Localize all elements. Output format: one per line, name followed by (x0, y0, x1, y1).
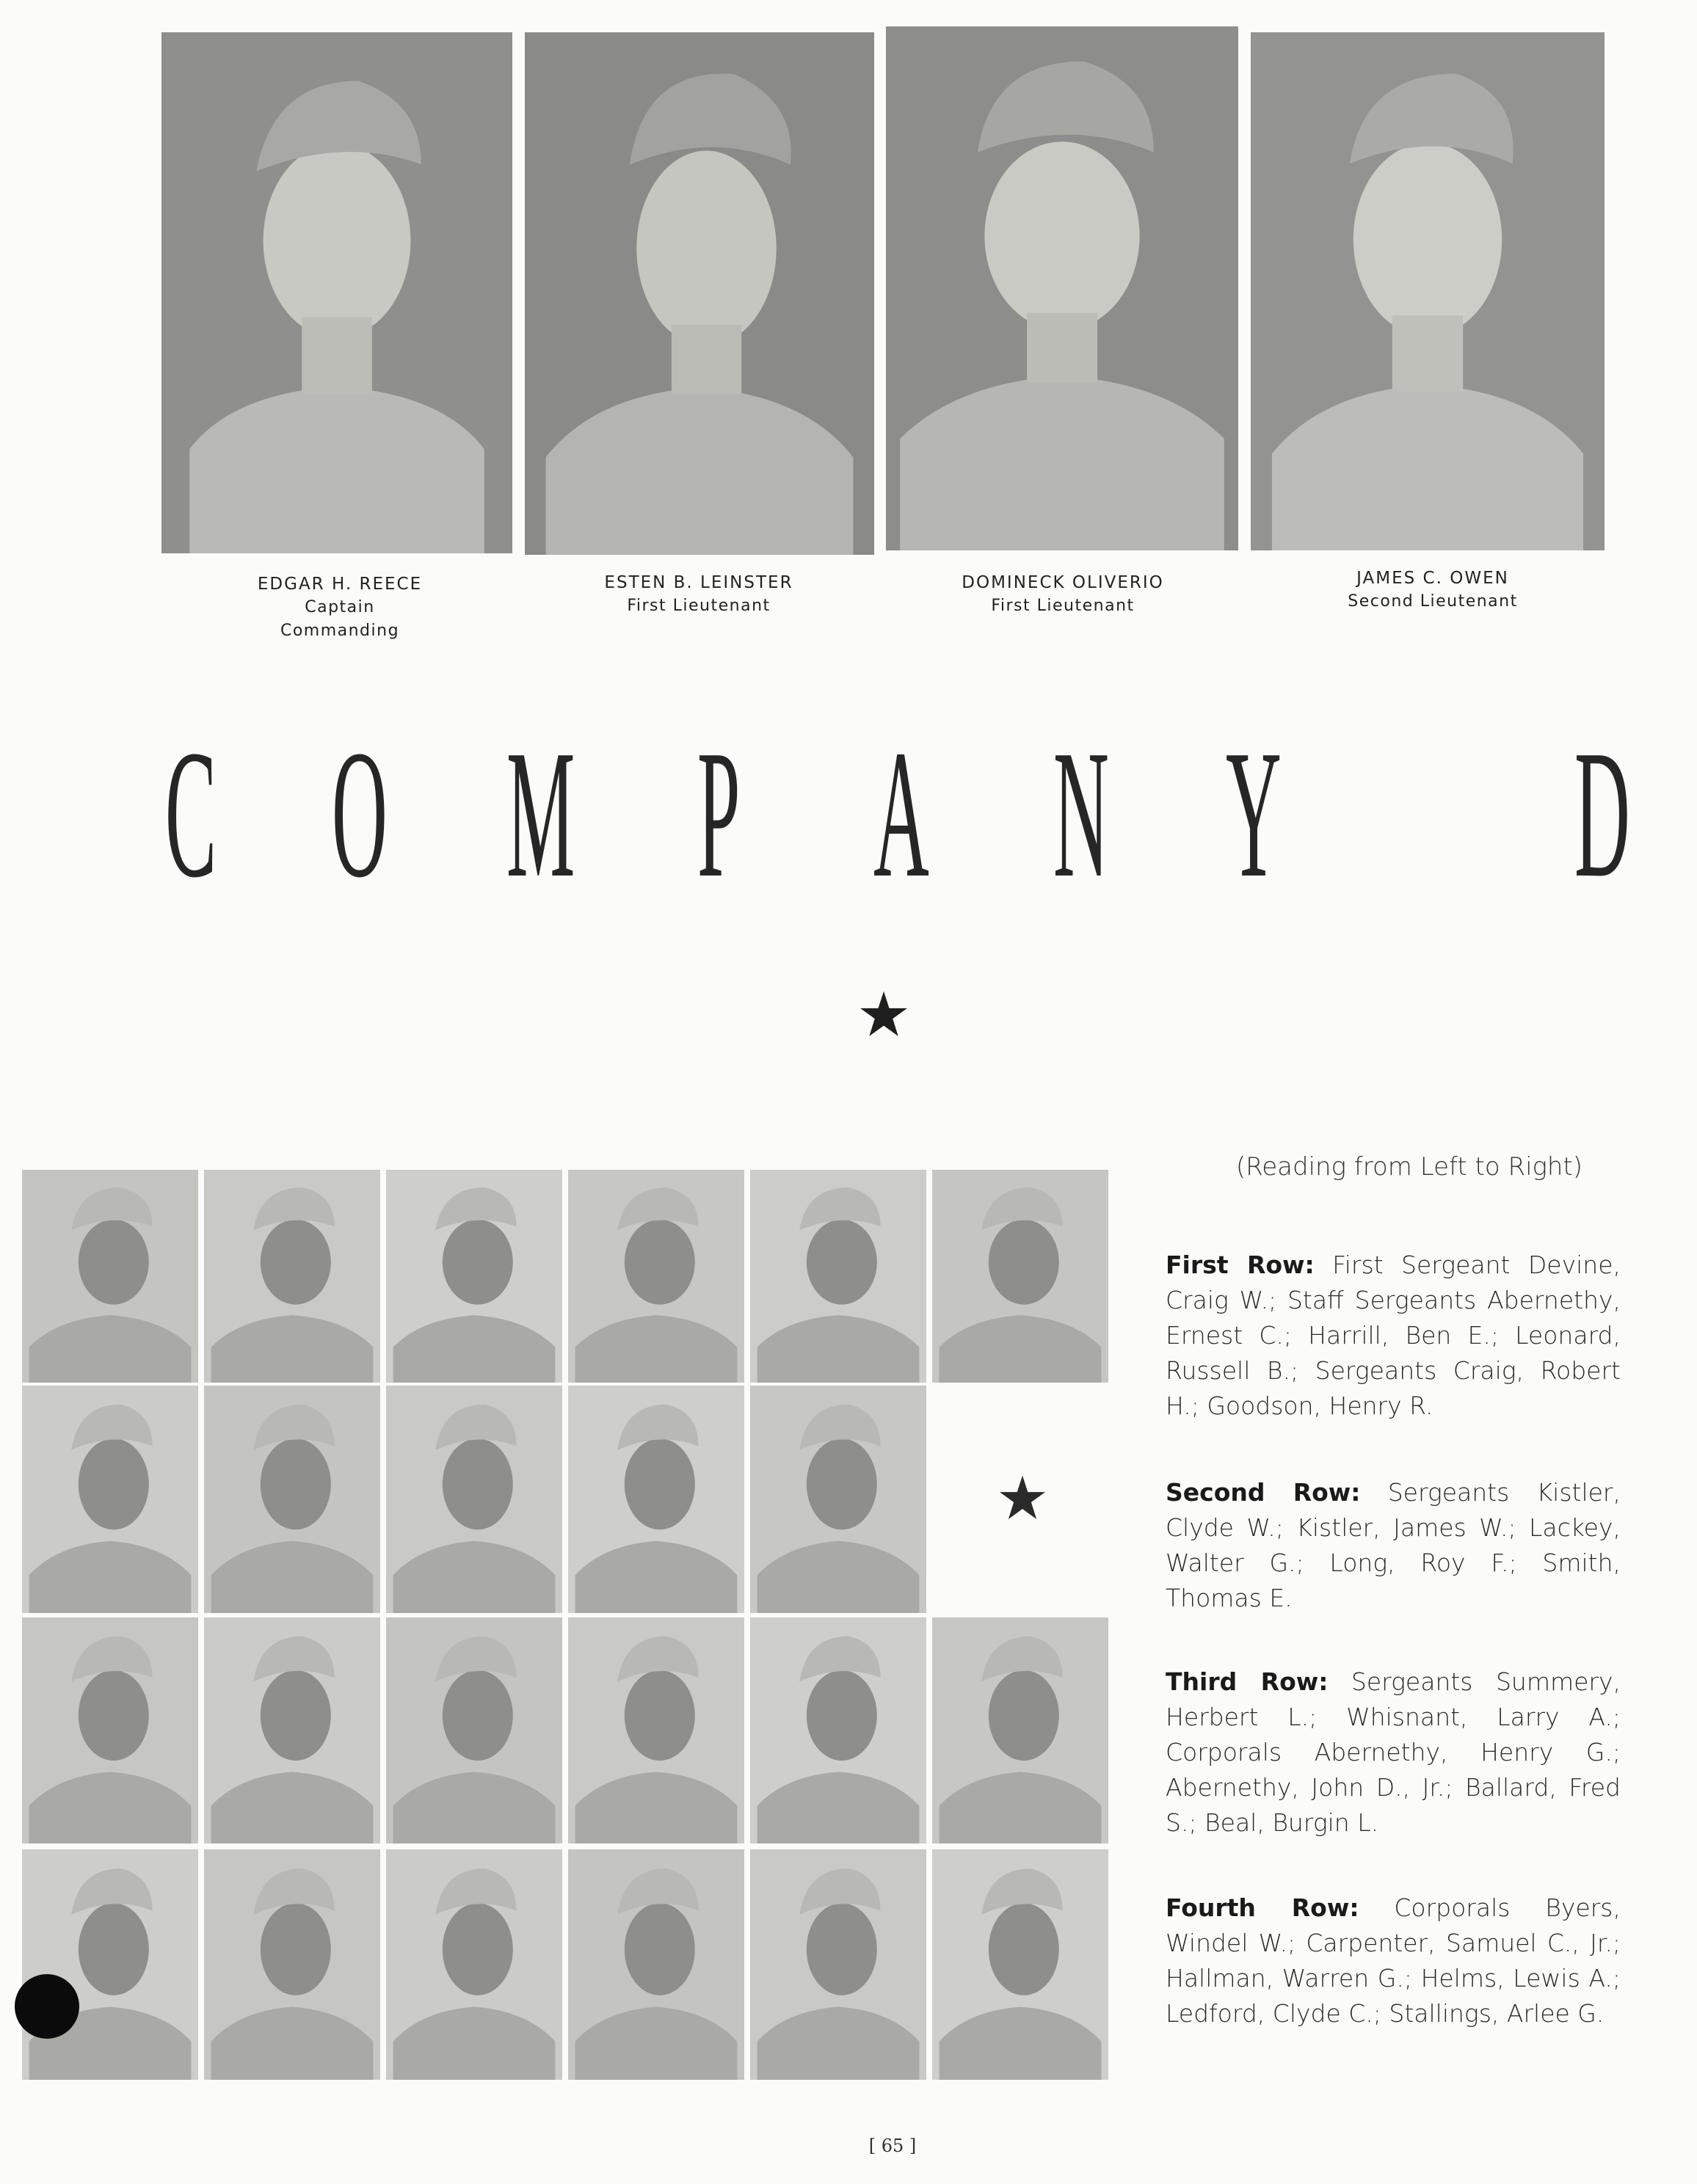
soldier-photo (568, 1170, 744, 1383)
soldier-photo (22, 1617, 198, 1843)
officer-photo-reece (161, 32, 512, 553)
officer-rank: First Lieutenant (627, 597, 771, 615)
portrait-image (386, 1170, 562, 1383)
portrait-image (525, 32, 874, 555)
soldier-photo (204, 1386, 380, 1613)
row-label: Fourth Row: (1166, 1893, 1359, 1922)
officer-name: EDGAR H. REECE (257, 575, 423, 594)
soldier-photo (22, 1170, 198, 1383)
portrait-image (22, 1617, 198, 1843)
soldier-photo (750, 1849, 926, 2080)
title-letter: Y (1226, 713, 1282, 916)
portrait-image (568, 1386, 744, 1613)
reading-note: (Reading from Left to Right) (1235, 1152, 1583, 1182)
soldier-photo (204, 1617, 380, 1843)
soldier-photo (750, 1386, 926, 1613)
officer-name: ESTEN B. LEINSTER (604, 573, 793, 592)
row-label: First Row: (1166, 1251, 1315, 1279)
officer-caption-owen (1257, 567, 1609, 614)
officer-rank: Second Lieutenant (1348, 592, 1518, 611)
portrait-image (750, 1386, 926, 1613)
soldier-photo (932, 1170, 1108, 1383)
title-letter: M (506, 713, 575, 916)
soldier-photo (386, 1617, 562, 1843)
portrait-image (568, 1617, 744, 1843)
soldier-photo (386, 1849, 562, 2080)
title-letter: C (165, 713, 217, 916)
officer-caption-leinster (523, 571, 875, 618)
portrait-image (386, 1849, 562, 2080)
officer-caption-reece (164, 572, 516, 643)
roster-caption-row-1 (1166, 1248, 1621, 1424)
portrait-image (1251, 32, 1605, 550)
title-letter: P (697, 713, 741, 916)
soldier-photo (932, 1849, 1108, 2080)
portrait-image (568, 1849, 744, 2080)
row-label: Second Row: (1166, 1478, 1361, 1507)
title-letter: A (873, 713, 929, 916)
soldier-photo (386, 1386, 562, 1613)
portrait-image (22, 1849, 198, 2080)
row-names: Corporals Byers, Windel W.; Carpenter, Samuel C., Jr.; Hallman, Warren G.; Helms, Lewis A.; Ledford, Clyde C.; Stallings, Arlee G. (1166, 1893, 1621, 2028)
title-letter: D (1574, 713, 1630, 916)
portrait-image (204, 1617, 380, 1843)
row-names: Sergeants Kistler, Clyde W.; Kistler, James W.; Lackey, Walter G.; Long, Roy F.; Smith, Thomas E. (1166, 1478, 1621, 1612)
row-names: First Sergeant Devine, Craig W.; Staff Sergeants Abernethy, Ernest C.; Harrill, Ben E.; Leonard, Russell B.; Sergeants Craig, Robert H.; Goodson, Henry R. (1166, 1251, 1621, 1420)
portrait-image (204, 1849, 380, 2080)
portrait-image (204, 1170, 380, 1383)
soldier-photo (750, 1617, 926, 1843)
soldier-photo (22, 1849, 198, 2080)
officer-photo-leinster (525, 32, 874, 555)
soldier-photo (750, 1170, 926, 1383)
portrait-image (161, 32, 512, 553)
roster-caption-row-3 (1166, 1664, 1621, 1841)
portrait-image (932, 1617, 1108, 1843)
soldier-photo (204, 1849, 380, 2080)
officer-photo-owen (1251, 32, 1605, 550)
officer-name: DOMINECK OLIVERIO (962, 573, 1164, 592)
portrait-image (750, 1170, 926, 1383)
row-names: Sergeants Summery, Herbert L.; Whisnant, Larry A.; Corporals Abernethy, Henry G.; Abernethy, John D., Jr.; Ballard, Fred S.; Beal, Burgin L. (1166, 1667, 1621, 1837)
title-letter: N (1053, 713, 1109, 916)
soldier-photo (932, 1617, 1108, 1843)
portrait-image (22, 1386, 198, 1613)
soldier-photo (568, 1386, 744, 1613)
portrait-image (568, 1170, 744, 1383)
portrait-image (750, 1617, 926, 1843)
portrait-image (386, 1617, 562, 1843)
star-icon (998, 1474, 1047, 1522)
star-icon (859, 989, 909, 1039)
soldier-photo (22, 1386, 198, 1613)
soldier-photo (386, 1170, 562, 1383)
portrait-image (886, 26, 1238, 550)
officer-rank: Captain (305, 598, 375, 616)
portrait-image (22, 1170, 198, 1383)
officer-rank: First Lieutenant (991, 597, 1135, 615)
page-number: [ 65 ] (868, 2136, 917, 2156)
portrait-image (750, 1849, 926, 2080)
roster-caption-row-4 (1166, 1890, 1621, 2031)
row-label: Third Row: (1166, 1667, 1329, 1696)
punch-hole (15, 1974, 79, 2039)
officer-name: JAMES C. OWEN (1356, 569, 1509, 588)
roster-caption-row-2 (1166, 1475, 1621, 1616)
title-letter: O (332, 713, 388, 916)
soldier-photo (204, 1170, 380, 1383)
soldier-photo (568, 1617, 744, 1843)
portrait-image (386, 1386, 562, 1613)
officer-caption-oliverio (887, 571, 1239, 618)
soldier-photo (568, 1849, 744, 2080)
portrait-image (204, 1386, 380, 1613)
portrait-image (932, 1849, 1108, 2080)
officer-role: Commanding (280, 622, 400, 640)
officer-photo-oliverio (886, 26, 1238, 550)
portrait-image (932, 1170, 1108, 1383)
